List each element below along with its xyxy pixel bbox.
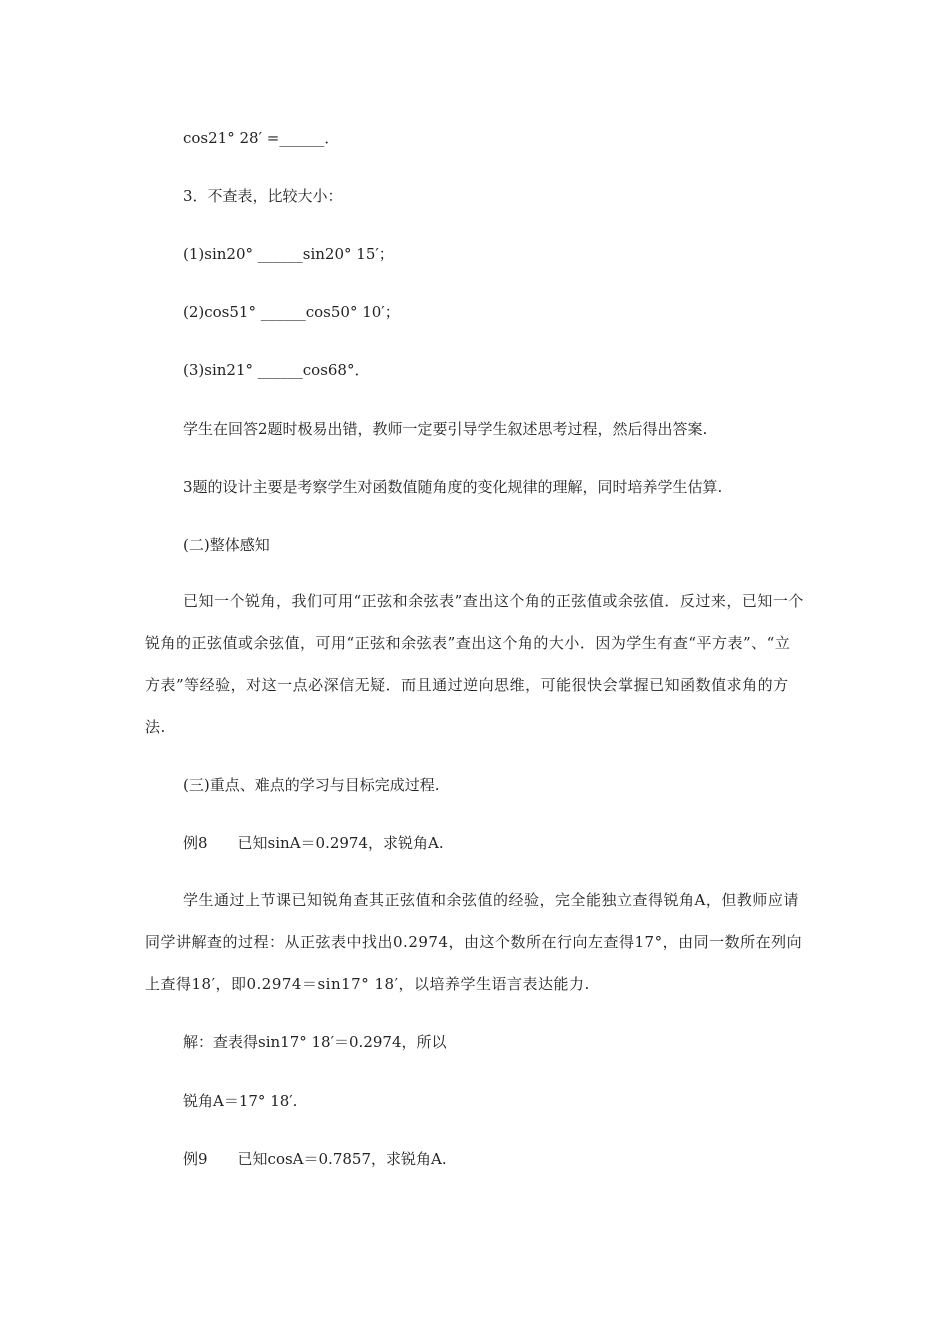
- example-9-heading: 例9 已知cosA＝0.7857，求锐角A.: [183, 1150, 447, 1168]
- cos-blank-line: cos21° 28′ =______．: [183, 129, 340, 147]
- question-3-title: 3．不查表，比较大小：: [183, 187, 343, 205]
- note-question-3: 3题的设计主要是考察学生对函数值随角度的变化规律的理解，同时培养学生估算.: [183, 478, 723, 496]
- solution-line-2: 锐角A＝17° 18′.: [183, 1092, 298, 1110]
- example-8-heading: 例8 已知sinA＝0.2974，求锐角A.: [183, 834, 444, 852]
- solution-line-1: 解：查表得sin17° 18′＝0.2974，所以: [183, 1033, 447, 1051]
- section-3-heading: (三)重点、难点的学习与目标完成过程.: [183, 776, 440, 794]
- question-3-item-1: (1)sin20° ______sin20° 15′；: [183, 245, 394, 263]
- question-3-item-3: (3)sin21° ______cos68°．: [183, 361, 370, 379]
- example-8-paragraph: 学生通过上节课已知锐角查其正弦值和余弦值的经验，完全能独立查得锐角A，但教师应请同学讲解查的过程：从正弦表中找出0.2974，由这个数所在行向左查得17°，由同一数所在列向上查得18′，即0.2974＝sin17° 18′，以培养学生语言表达能力.: [145, 891, 803, 993]
- question-3-item-2: (2)cos51° ______cos50° 10′；: [183, 303, 400, 321]
- section-2-heading: (二)整体感知: [183, 536, 270, 554]
- section-2-paragraph: 已知一个锐角，我们可用“正弦和余弦表”查出这个角的正弦值或余弦值．反过来，已知一个锐角的正弦值或余弦值，可用“正弦和余弦表”查出这个角的大小．因为学生有查“平方表”、“立方表”等经验，对这一点必深信无疑．而且通过逆向思维，可能很快会掌握已知函数值求角的方法.: [145, 592, 804, 736]
- note-question-2: 学生在回答2题时极易出错，教师一定要引导学生叙述思考过程，然后得出答案.: [183, 420, 708, 438]
